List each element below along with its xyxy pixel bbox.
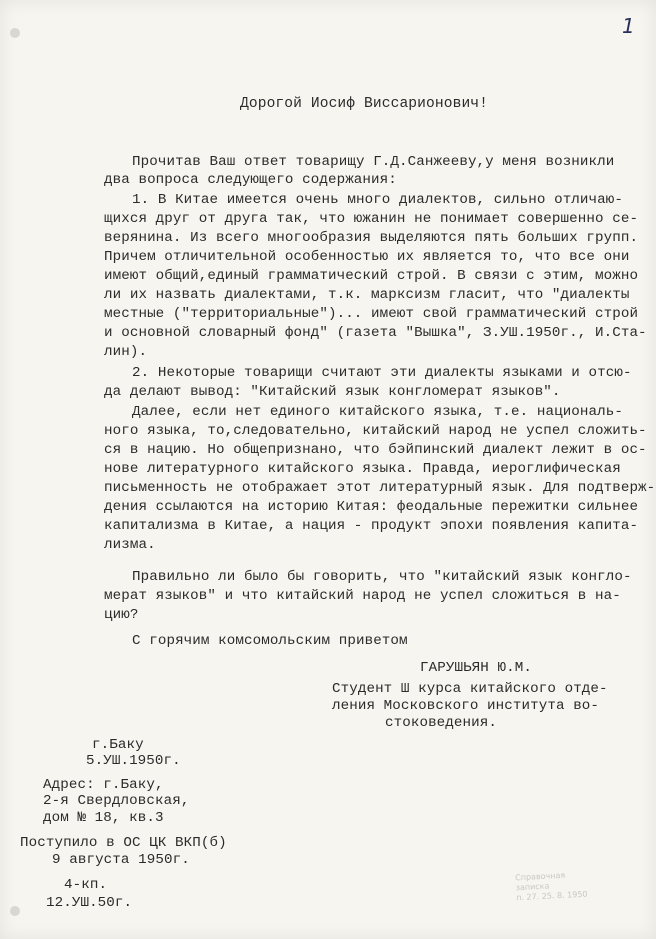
- address-line: Адрес: г.Баку,: [43, 777, 164, 793]
- signature-position: Студент Ш курса китайского отде-: [332, 681, 608, 697]
- body-line: ли их назвать диалектами, т.к. марксизм гласит, что "диалекты: [104, 287, 630, 303]
- body-line: лизма.: [104, 537, 156, 553]
- body-line: ного языка, то,следовательно, китайский народ не успел сложить-: [104, 423, 647, 439]
- body-line: Правильно ли было бы говорить, что "китайский язык конгло-: [132, 569, 632, 585]
- faint-pencil-note: [515, 867, 643, 918]
- faint-note-line: записка: [515, 881, 550, 893]
- body-line: ся в нацию. Но общепризнано, что бэйпинский диалект лежит в ос-: [104, 442, 647, 458]
- closing-line: С горячим комсомольским приветом: [132, 633, 408, 649]
- body-line: нове литературного китайского языка. Правда, иероглифическая: [104, 461, 621, 477]
- body-line: щихся друг от друга так, что южанин не понимает совершенно се-: [104, 211, 639, 227]
- greeting: Дорогой Иосиф Виссарионович!: [240, 96, 489, 112]
- body-line: местные ("территориальные")... имеют свой грамматический строй: [104, 306, 639, 322]
- registry-line: 4-кп.: [64, 877, 108, 893]
- signature-name: ГАРУШЬЯН Ю.М.: [420, 660, 532, 676]
- body-line: Прочитав Ваш ответ товарищу Г.Д.Санжееву,у меня возникли: [132, 154, 615, 170]
- body-line: 1. В Китае имеется очень много диалектов, сильно отличаю-: [132, 192, 623, 208]
- body-line: 2. Некоторые товарищи считают эти диалекты языками и отсю-: [132, 365, 632, 381]
- body-line: два вопроса следующего содержания:: [104, 172, 397, 188]
- page-number: 1: [622, 14, 635, 38]
- punch-hole: [10, 906, 20, 916]
- body-line: Далее, если нет единого китайского языка, т.е. националь-: [132, 404, 623, 420]
- received-stamp-line: Поступило в ОС ЦК ВКП(б): [20, 835, 227, 851]
- body-line: верянина. Из всего многообразия выделяются пять больших групп.: [104, 230, 639, 246]
- body-line: цию?: [104, 607, 139, 623]
- body-line: лин).: [104, 344, 148, 360]
- body-line: капитализма в Китае, а нация - продукт эпохи появления капита-: [104, 518, 639, 534]
- received-stamp-line: 9 августа 1950г.: [52, 852, 190, 868]
- body-line: и основной словарный фонд" (газета "Вышка", З.УШ.1950г., И.Ста-: [104, 325, 647, 341]
- body-line: письменность не отображает этот литературный язык. Для подтверж-: [104, 480, 656, 496]
- address-line: 2-я Свердловская,: [43, 793, 190, 809]
- punch-hole: [10, 28, 20, 38]
- address-line: дом № 18, кв.3: [43, 810, 164, 826]
- registry-line: 12.УШ.50г.: [46, 895, 133, 911]
- body-line: мерат языков" и что китайский народ не успел сложиться в на-: [104, 588, 621, 604]
- body-line: дения ссылаются на историю Китая: феодальные пережитки сильнее: [104, 499, 639, 515]
- body-line: имеют общий,единый грамматический строй. В связи с этим, можно: [104, 268, 639, 284]
- faint-note-line: Справочная: [514, 870, 566, 883]
- signature-position: стоковедения.: [385, 715, 497, 731]
- date-line: 5.УШ.1950г.: [86, 753, 181, 769]
- body-line: да делают вывод: "Китайский язык конгломерат языков".: [104, 384, 561, 400]
- body-line: Причем отличительной особенностью их является то, что все они: [104, 249, 630, 265]
- place-line: г.Баку: [92, 737, 144, 753]
- faint-note-line: п. 27. 25. 8. 1950: [515, 889, 588, 903]
- signature-position: ления Московского института во-: [332, 698, 600, 714]
